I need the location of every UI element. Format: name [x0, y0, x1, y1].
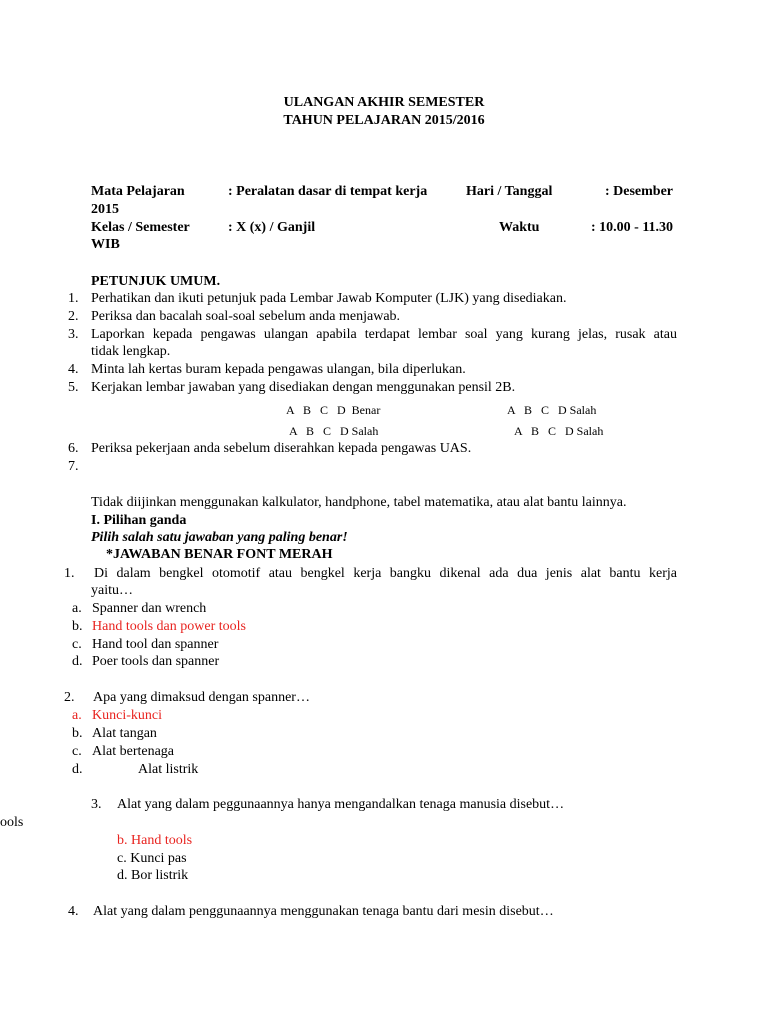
- class-label: Kelas / Semester: [91, 220, 190, 235]
- instruction-text: Perhatikan dan ikuti petunjuk pada Lembar Jawab Komputer (LJK) yang disediakan.: [91, 291, 567, 306]
- example-wrong: A B C D Salah: [507, 403, 597, 417]
- example-wrong: A B C D Salah: [514, 424, 604, 438]
- instruction-text: Laporkan kepada pengawas ulangan apabila terdapat lembar soal yang kurang jelas, rusak atau: [91, 327, 677, 342]
- stray-text: ools: [0, 815, 24, 830]
- page-subtitle: TAHUN PELAJARAN 2015/2016: [283, 113, 485, 128]
- instruction-text: Kerjakan lembar jawaban yang disediakan dengan menggunakan pensil 2B.: [91, 380, 516, 395]
- option-text: Poer tools dan spanner: [92, 654, 220, 669]
- subject-label: Mata Pelajaran: [91, 184, 185, 199]
- question-num: 1.: [64, 566, 75, 581]
- instruction-num: 7.: [68, 459, 79, 474]
- option-letter: d.: [72, 654, 83, 669]
- option-text: Spanner dan wrench: [92, 601, 207, 616]
- instruction-num: 6.: [68, 441, 79, 456]
- option-letter: b.: [72, 726, 83, 741]
- instructions-heading: PETUNJUK UMUM.: [91, 274, 221, 289]
- time-label: Waktu: [499, 220, 540, 235]
- question-num: 3.: [91, 797, 102, 812]
- option-text: Alat bertenaga: [92, 744, 175, 759]
- option-letter: a.: [72, 601, 82, 616]
- question-text: Apa yang dimaksud dengan spanner…: [93, 690, 310, 705]
- subject-value: : Peralatan dasar di tempat kerja: [228, 184, 428, 199]
- instruction-num: 4.: [68, 362, 79, 377]
- time-unit: WIB: [91, 237, 120, 252]
- day-year: 2015: [91, 202, 119, 217]
- day-value: : Desember: [605, 184, 674, 199]
- option-letter: c.: [72, 744, 82, 759]
- section-note: *JAWABAN BENAR FONT MERAH: [106, 547, 333, 562]
- correct-option-letter: a.: [72, 708, 82, 723]
- option-text: Hand tool dan spanner: [92, 637, 219, 652]
- day-label: Hari / Tanggal: [466, 184, 553, 199]
- question-text-continued: yaitu…: [91, 583, 133, 598]
- instruction-text: Periksa dan bacalah soal-soal sebelum anda menjawab.: [91, 309, 401, 324]
- correct-option-text: b. Hand tools: [117, 833, 193, 848]
- page-title: ULANGAN AKHIR SEMESTER: [283, 95, 485, 110]
- question-text: Alat yang dalam penggunaannya menggunakan tenaga bantu dari mesin disebut…: [93, 904, 554, 919]
- example-correct: A B C D Benar: [286, 403, 381, 417]
- time-value: : 10.00 - 11.30: [591, 220, 674, 235]
- instruction-num: 3.: [68, 327, 79, 342]
- option-letter: c.: [72, 637, 82, 652]
- option-text: Alat tangan: [92, 726, 157, 741]
- correct-option-text: Kunci-kunci: [92, 708, 162, 723]
- question-num: 2.: [64, 690, 75, 705]
- class-value: : X (x) / Ganjil: [228, 220, 316, 235]
- option-text: d. Bor listrik: [117, 868, 189, 883]
- option-letter: b.: [72, 619, 83, 634]
- correct-option-text: Hand tools dan power tools: [92, 619, 246, 634]
- question-text: Di dalam bengkel otomotif atau bengkel kerja bangku dikenal ada dua jenis alat bantu kerja: [94, 566, 677, 581]
- instruction-text: Periksa pekerjaan anda sebelum diserahkan kepada pengawas UAS.: [91, 441, 472, 456]
- option-letter: d.: [72, 762, 83, 777]
- section-title: I. Pilihan ganda: [91, 513, 187, 528]
- instruction-num: 5.: [68, 380, 79, 395]
- instruction-text-continued: tidak lengkap.: [91, 344, 171, 359]
- option-text: Alat listrik: [138, 762, 199, 777]
- instruction-text: Minta lah kertas buram kepada pengawas ulangan, bila diperlukan.: [91, 362, 466, 377]
- instruction-num: 1.: [68, 291, 79, 306]
- instruction-rule-7: Tidak diijinkan menggunakan kalkulator, handphone, tabel matematika, atau alat bantu lainnya.: [91, 495, 627, 510]
- example-wrong: A B C D Salah: [289, 424, 379, 438]
- option-text: c. Kunci pas: [117, 851, 187, 866]
- section-instruction: Pilih salah satu jawaban yang paling benar!: [91, 530, 348, 545]
- instruction-num: 2.: [68, 309, 79, 324]
- question-text: Alat yang dalam peggunaannya hanya mengandalkan tenaga manusia disebut…: [117, 797, 565, 812]
- question-num: 4.: [68, 904, 79, 919]
